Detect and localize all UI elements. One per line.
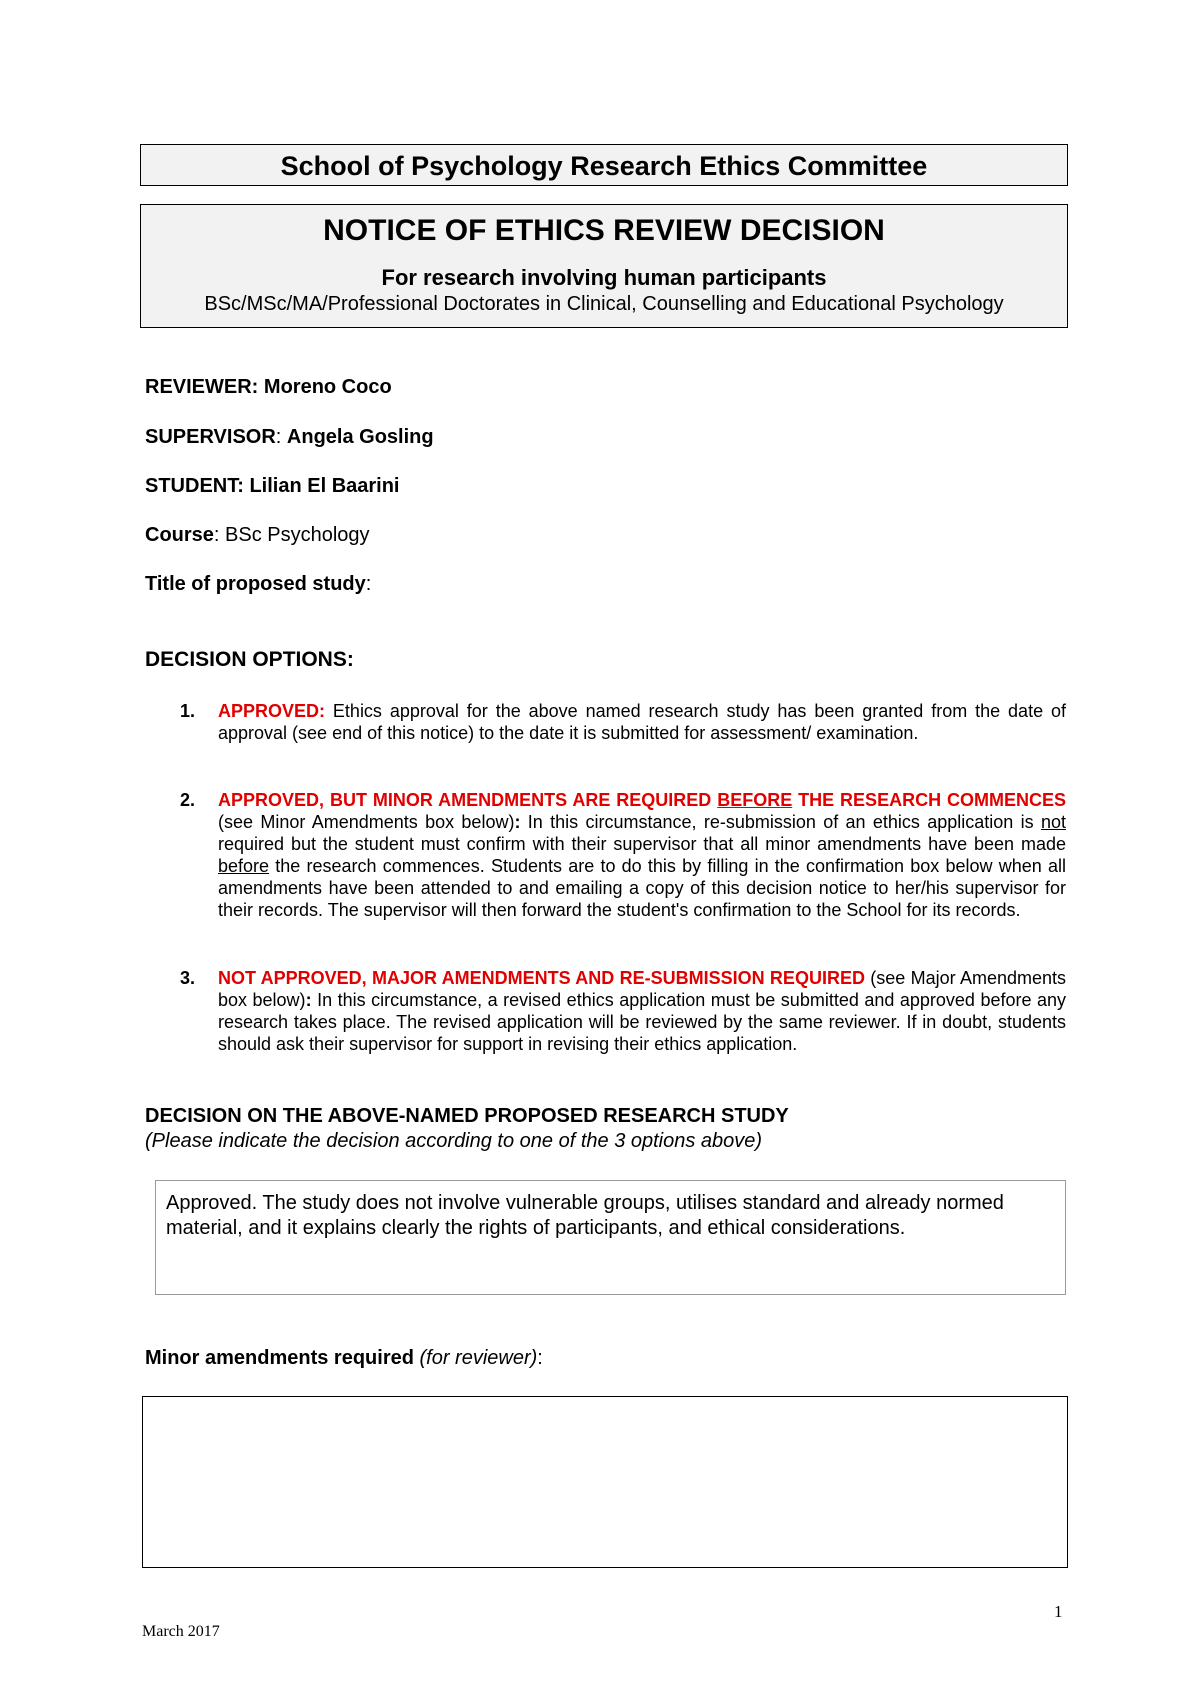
- option-2-text-c: the research commences. Students are to do this by filling in the confirmation box below when all amendments have been attended to and emailing a copy of this decision notice to her/his supervisor for their records. The supervisor will then forward the student's confirmation to the School for its records.: [218, 856, 1066, 920]
- reviewer-value: Moreno Coco: [263, 376, 392, 398]
- reviewer-label: REVIEWER:: [145, 376, 259, 398]
- study-title-label: Title of proposed study: [145, 573, 366, 595]
- option-1-text: Ethics approval for the above named research study has been granted from the date of approval (see end of this notice) to the date it is submitted for assessment/ examination.: [218, 701, 1066, 743]
- option-number: 1.: [180, 701, 196, 721]
- decision-heading: DECISION ON THE ABOVE-NAMED PROPOSED RESEARCH STUDY: [145, 1105, 789, 1127]
- option-number: 3.: [180, 968, 196, 988]
- option-2-label-before: BEFORE: [717, 790, 793, 810]
- course-field: Course: BSc Psychology: [145, 524, 370, 546]
- minor-amendments-box[interactable]: [142, 1396, 1068, 1568]
- course-value: BSc Psychology: [225, 524, 370, 546]
- option-2-paren: (see Minor Amendments box below): [218, 812, 515, 832]
- minor-amendments-label: [145, 1347, 543, 1370]
- student-value: Lilian El Baarini: [249, 475, 400, 497]
- notice-courses: BSc/MSc/MA/Professional Doctorates in Clinical, Counselling and Educational Psychology: [204, 293, 1004, 315]
- supervisor-value: Angela Gosling: [286, 426, 434, 448]
- option-2-not: not: [1040, 812, 1066, 832]
- decision-options-heading: DECISION OPTIONS:: [145, 648, 354, 671]
- page-number: 1: [1054, 1602, 1063, 1621]
- decision-option-1: [180, 700, 1066, 744]
- option-3-text: In this circumstance, a revised ethics application must be submitted and approved before any research takes place. The revised application will be reviewed by the same reviewer. If in doubt, students should ask their supervisor for support in revising their ethics application.: [218, 990, 1067, 1054]
- option-2-label-b: THE RESEARCH COMMENCES: [792, 790, 1066, 810]
- option-1-label: APPROVED:: [218, 701, 326, 721]
- study-title-field: Title of proposed study:: [145, 573, 372, 595]
- committee-title: School of Psychology Research Ethics Committee: [280, 151, 928, 181]
- student-label: STUDENT:: [145, 475, 244, 497]
- decision-subheading: (Please indicate the decision according to one of the 3 options above): [145, 1130, 763, 1152]
- supervisor-label: SUPERVISOR: [145, 426, 276, 448]
- option-2-colon: :: [514, 812, 521, 832]
- notice-header-box: [140, 204, 1068, 328]
- decision-option-2: [180, 789, 1066, 921]
- course-label: Course: [145, 524, 214, 546]
- supervisor-field: SUPERVISOR: Angela Gosling: [145, 426, 434, 448]
- option-2-before: before: [218, 856, 270, 876]
- minor-amendments-colon: :: [537, 1347, 543, 1369]
- footer-date: March 2017: [142, 1623, 220, 1640]
- minor-amendments-title: Minor amendments required: [145, 1347, 414, 1369]
- minor-amendments-note: (for reviewer): [419, 1347, 538, 1369]
- notice-subtitle: For research involving human participants: [381, 265, 827, 290]
- committee-header-box: [140, 144, 1068, 186]
- option-3-colon: :: [305, 990, 312, 1010]
- notice-title: NOTICE OF ETHICS REVIEW DECISION: [323, 214, 885, 247]
- decision-text: Approved. The study does not involve vulnerable groups, utilises standard and already normed material, and it explains clearly the rights of participants, and ethical considerations.: [166, 1192, 1004, 1239]
- student-field: [145, 475, 400, 498]
- option-3-paren: (see Major Amendments box below): [218, 968, 1066, 1010]
- option-number: 2.: [180, 790, 196, 810]
- decision-text-box[interactable]: [155, 1180, 1066, 1295]
- option-2-text-a: In this circumstance, re-submission of an ethics application is: [520, 812, 1041, 832]
- option-2-text-b: required but the student must confirm with their supervisor that all minor amendments have been made: [218, 834, 1066, 854]
- option-2-label-a: APPROVED, BUT MINOR AMENDMENTS ARE REQUIRED: [218, 790, 718, 810]
- option-3-label: NOT APPROVED, MAJOR AMENDMENTS AND RE-SUBMISSION REQUIRED: [218, 968, 865, 988]
- decision-option-3: [180, 967, 1066, 1055]
- reviewer-field: [145, 376, 392, 399]
